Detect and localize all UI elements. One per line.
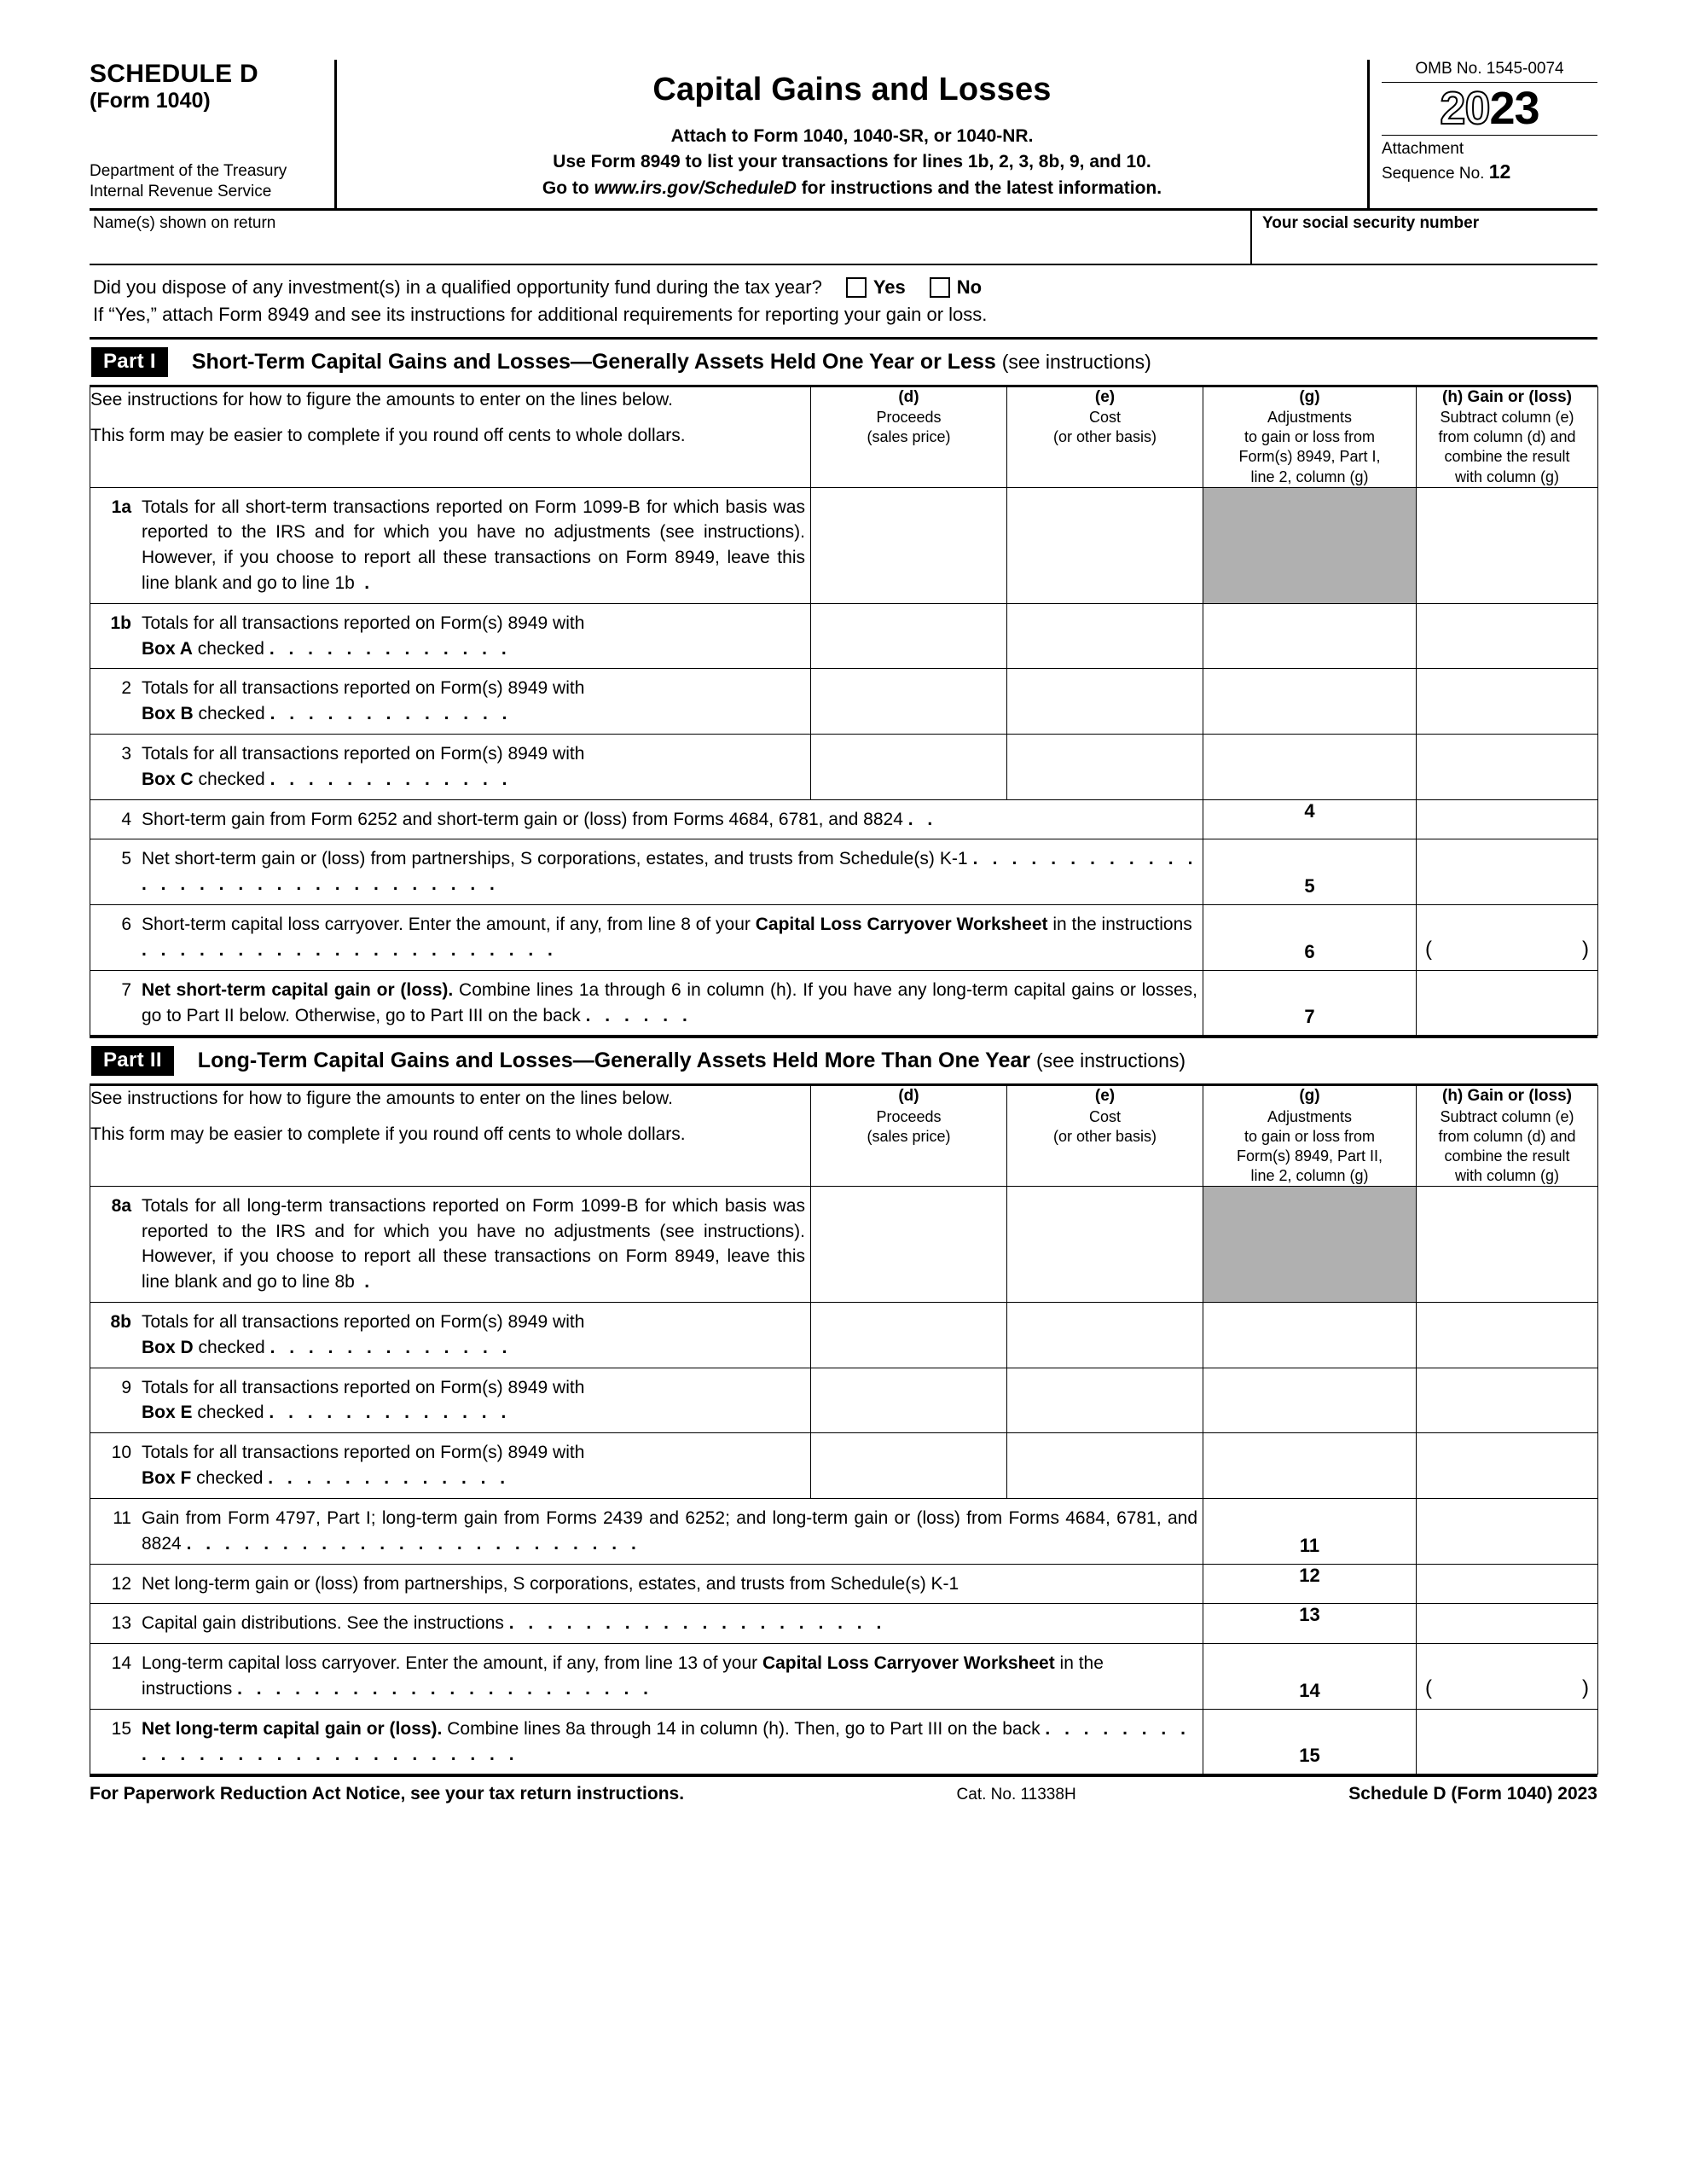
line-10-col-g[interactable]: [1203, 1433, 1417, 1499]
part-2-tag: Part II: [91, 1046, 174, 1076]
line-14-parens: ( ): [1425, 1676, 1589, 1700]
line-5-desc: [90, 839, 1203, 905]
line-15-amount[interactable]: [1417, 1709, 1598, 1774]
part-1-title-note: (see instructions): [1001, 351, 1151, 374]
line-10-dots: . . . . . . . . . . . . .: [268, 1468, 510, 1489]
part-1-instructions-cell: [90, 387, 811, 487]
part-2-instruction-2: This form may be easier to complete if you round off cents to whole dollars.: [90, 1124, 686, 1145]
table-row: [90, 1433, 1598, 1499]
line-2-col-g[interactable]: [1203, 669, 1417, 735]
col-e-letter: (e): [1094, 388, 1116, 407]
line-2-desc: [90, 669, 811, 735]
col-h-line2: from column (d) and: [1438, 428, 1576, 446]
line-15-box-number: 15: [1203, 1709, 1417, 1774]
line-4-desc: [90, 799, 1203, 839]
part-1-title-text: Short-Term Capital Gains and Losses—Generally Assets Held One Year or Less: [191, 350, 996, 375]
line-7-box-number: 7: [1203, 970, 1417, 1036]
line-7-number: 7: [121, 979, 131, 1000]
line-3-box-label: Box C: [142, 769, 194, 789]
line-8a-text-body: Totals for all long-term transactions reported on Form 1099-B for which basis was reported to the IRS and for which you have no adjustments (see instructions). However, if you choose to report all these transactions on Form 8949, leave this line blank and go to line 8b: [142, 1195, 805, 1292]
col-e-line1: Cost: [1088, 409, 1121, 427]
line-5-number: 5: [121, 849, 131, 869]
col-g-letter: (g): [1299, 388, 1320, 407]
line-8a-desc: [90, 1186, 811, 1302]
line-12-text-body: Net long-term gain or (loss) from partnerships, S corporations, estates, and trusts from Schedule(s) K-1: [142, 1573, 959, 1594]
table-row: [90, 1644, 1598, 1710]
line-1b-dots: . . . . . . . . . . . . .: [269, 638, 512, 659]
line-1a-text-body: Totals for all short-term transactions reported on Form 1099-B for which basis was reported to the IRS and for which you have no adjustments (see instructions). However, if you choose to report all these transactions on Form 8949, leave this line blank and go to line 1b: [142, 497, 805, 593]
line-9-col-g[interactable]: [1203, 1368, 1417, 1433]
part-1-bar: [90, 340, 1597, 386]
sequence-label: Sequence No.: [1382, 165, 1489, 183]
col-e-line2: (or other basis): [1052, 428, 1157, 446]
table-row: [90, 669, 1598, 735]
part-2-table: [90, 1085, 1598, 1774]
line-10-number: 10: [111, 1443, 131, 1463]
ssn-label: Your social security number: [1262, 214, 1480, 233]
part-1-instruction-1: See instructions for how to figure the amounts to enter on the lines below.: [90, 390, 673, 410]
line-3-desc: [90, 735, 811, 800]
col-h-letter: (h) Gain or (loss): [1442, 388, 1572, 407]
part-2-col-h-header: [1417, 1086, 1598, 1186]
line-6-number: 6: [121, 915, 131, 935]
tax-year-prefix: 20: [1440, 83, 1490, 134]
qof-question-row: [93, 274, 1597, 301]
part-2-instruction-1: See instructions for how to figure the amounts to enter on the lines below.: [90, 1089, 673, 1109]
col-g-line1: Adjustments: [1267, 409, 1353, 427]
line-11-number: 11: [113, 1507, 131, 1528]
table-row: [90, 1303, 1598, 1368]
line-1a-text: [142, 495, 805, 596]
line-5-text: [142, 846, 1197, 897]
line-7-amount[interactable]: [1417, 970, 1598, 1036]
line-9-text-body: Totals for all transactions reported on Form(s) 8949 with: [142, 1377, 585, 1397]
line-3-col-d[interactable]: [811, 735, 1007, 800]
line-13-amount[interactable]: [1417, 1604, 1598, 1644]
line-1b-box-label: Box A: [142, 638, 193, 659]
tax-year-suffix: 23: [1489, 83, 1539, 134]
col-g-line2-2: to gain or loss from: [1244, 1127, 1376, 1145]
part-1-column-header-row: [90, 387, 1598, 487]
line-15-desc: [90, 1709, 1203, 1774]
line-1a-dots: .: [354, 572, 374, 593]
line-3-number: 3: [121, 744, 131, 764]
line-2-checked: checked: [193, 704, 265, 724]
col-h-line1: Subtract column (e): [1440, 409, 1574, 427]
line-14-text: [142, 1651, 1197, 1702]
col-g-line4: line 2, column (g): [1250, 468, 1369, 485]
line-4-amount[interactable]: [1417, 799, 1598, 839]
qof-note: If “Yes,” attach Form 8949 and see its instructions for additional requirements for reporting your gain or loss.: [93, 304, 988, 326]
line-9-checked: checked: [192, 1403, 264, 1423]
line-4-text: [142, 807, 1197, 833]
tax-year: [1382, 83, 1597, 135]
part-2-col-e-header: [1007, 1086, 1203, 1186]
table-row: [90, 839, 1598, 905]
table-row: [90, 905, 1598, 971]
omb-number: OMB No. 1545-0074: [1382, 60, 1597, 83]
line-4-text-body: Short-term gain from Form 6252 and short-term gain or (loss) from Forms 4684, 6781, and 8824: [142, 809, 903, 829]
line-1b-checked: checked: [192, 638, 264, 659]
line-11-text-body: Gain from Form 4797, Part I; long-term gain from Forms 2439 and 6252; and long-term gain or (loss) from Forms 4684, 6781, and 8824: [142, 1507, 1197, 1554]
table-row: [90, 487, 1598, 603]
line-9-col-d[interactable]: [811, 1368, 1007, 1433]
table-row: [90, 1498, 1598, 1564]
line-1b-text: [142, 611, 805, 662]
line-15-text-body: Combine lines 8a through 14 in column (h). Then, go to Part III on the back: [442, 1718, 1041, 1739]
department-block: [90, 161, 326, 202]
line-11-dots: . . . . . . . . . . . . . . . . . . . . . . . .: [186, 1533, 641, 1554]
part-1-tag: Part I: [91, 347, 168, 377]
line-1a-col-h[interactable]: [1417, 487, 1598, 603]
line-1a-col-g-shaded: [1203, 487, 1417, 603]
form-footer-id: Schedule D (Form 1040) 2023: [1348, 1784, 1597, 1804]
table-row: [90, 1368, 1598, 1433]
line-8b-box-label: Box D: [142, 1337, 194, 1357]
line-10-box-label: Box F: [142, 1468, 192, 1489]
page-title: Capital Gains and Losses: [652, 72, 1052, 107]
qof-yes-label: Yes: [872, 276, 906, 299]
qof-no-checkbox[interactable]: [930, 277, 950, 298]
part-2-col-g-header: [1203, 1086, 1417, 1186]
line-1b-col-g[interactable]: [1203, 603, 1417, 669]
line-8b-text-body: Totals for all transactions reported on Form(s) 8949 with: [142, 1312, 585, 1333]
name-label: Name(s) shown on return: [93, 214, 276, 233]
line-11-desc: [90, 1498, 1203, 1564]
col-h-letter-2: (h) Gain or (loss): [1442, 1087, 1572, 1106]
line-11-box-number: 11: [1203, 1498, 1417, 1564]
line-2-col-h[interactable]: [1417, 669, 1598, 735]
line-13-text-body: Capital gain distributions. See the instructions: [142, 1613, 504, 1634]
department-line-1: Department of the Treasury: [90, 161, 287, 180]
part-2-column-header-row: [90, 1086, 1598, 1186]
line-10-col-e[interactable]: [1007, 1433, 1203, 1499]
line-10-col-h[interactable]: [1417, 1433, 1598, 1499]
line-7-text-body: Combine lines 1a through 6 in column (h). If you have any long-term capital gains or losses, go to Part II below. Otherwise, go to Part III on the back: [142, 979, 1198, 1025]
line-8b-col-h[interactable]: [1417, 1303, 1598, 1368]
line-6-dots: . . . . . . . . . . . . . . . . . . . . . .: [142, 939, 558, 960]
part-1-col-e-header: [1007, 387, 1203, 487]
part-1-table: [90, 386, 1598, 1036]
line-2-box-label: Box B: [142, 704, 194, 724]
line-2-dots: . . . . . . . . . . . . .: [270, 704, 512, 724]
line-11-text: [142, 1506, 1197, 1557]
col-e-line2-2: (or other basis): [1052, 1127, 1157, 1145]
col-g-line3-2: Form(s) 8949, Part II,: [1236, 1147, 1383, 1165]
line-13-number: 13: [111, 1613, 131, 1634]
line-7-dots: . . . . . .: [585, 1005, 693, 1025]
goto-suffix: for instructions and the latest information.: [796, 177, 1162, 198]
sequence-number: 12: [1488, 160, 1511, 183]
line-3-col-g[interactable]: [1203, 735, 1417, 800]
line-15-number: 15: [111, 1718, 131, 1739]
line-10-desc: [90, 1433, 811, 1499]
line-10-col-d[interactable]: [811, 1433, 1007, 1499]
line-5-dots: . . . . . . . . . . . . . . . . . . . . . . . . . . . . . . .: [142, 849, 1197, 895]
col-h-line2-2: from column (d) and: [1438, 1127, 1576, 1145]
line-12-amount[interactable]: [1417, 1564, 1598, 1604]
col-d-line1: Proceeds: [876, 409, 942, 427]
line-15-dots: . . . . . . . . . . . . . . . . . . . . . . . . . . . .: [142, 1718, 1191, 1764]
line-5-box-number: 5: [1203, 839, 1417, 905]
col-d-letter-2: (d): [898, 1087, 919, 1106]
qof-question-text: Did you dispose of any investment(s) in a qualified opportunity fund during the tax year?: [93, 276, 822, 299]
line-9-col-h[interactable]: [1417, 1368, 1598, 1433]
line-8a-text: [142, 1194, 805, 1295]
col-d-line2-2: (sales price): [867, 1127, 951, 1145]
line-3-checked: checked: [193, 769, 265, 789]
catalog-number: Cat. No. 11338H: [956, 1786, 1076, 1804]
goto-url-line: [347, 176, 1357, 201]
line-1b-col-h[interactable]: [1417, 603, 1598, 669]
col-h-line3: combine the result: [1444, 448, 1570, 466]
paperwork-notice: For Paperwork Reduction Act Notice, see your tax return instructions.: [90, 1784, 685, 1804]
part-2-bar: [90, 1036, 1597, 1085]
line-8a-col-h[interactable]: [1417, 1186, 1598, 1302]
line-3-col-h[interactable]: [1417, 735, 1598, 800]
line-1a-desc: [90, 487, 811, 603]
line-3-text-body: Totals for all transactions reported on Form(s) 8949 with: [142, 744, 585, 764]
qof-yes-checkbox[interactable]: [846, 277, 867, 298]
line-8b-text: [142, 1310, 805, 1361]
col-g-letter-2: (g): [1299, 1087, 1320, 1106]
line-3-dots: . . . . . . . . . . . . .: [270, 769, 512, 789]
line-10-text: [142, 1440, 805, 1491]
line-9-number: 9: [121, 1377, 131, 1397]
line-9-dots: . . . . . . . . . . . . .: [269, 1403, 511, 1423]
col-d-line2: (sales price): [867, 428, 951, 446]
ssn-field[interactable]: [1252, 211, 1597, 264]
line-4-box-number: 4: [1203, 799, 1417, 839]
header-left-block: [90, 60, 337, 208]
qof-question-block: [90, 265, 1597, 340]
line-2-col-e[interactable]: [1007, 669, 1203, 735]
line-1b-text-body: Totals for all transactions reported on Form(s) 8949 with: [142, 613, 585, 633]
part-1-col-h-header: [1417, 387, 1598, 487]
line-8b-number: 8b: [110, 1312, 131, 1333]
part-2-instructions-cell: [90, 1086, 811, 1186]
line-6-worksheet-name: Capital Loss Carryover Worksheet: [755, 915, 1048, 935]
part-2-col-d-header: [811, 1086, 1007, 1186]
line-8a-number: 8a: [111, 1195, 131, 1216]
line-13-desc: [90, 1604, 1203, 1644]
line-13-text: [142, 1611, 1197, 1636]
table-row: [90, 603, 1598, 669]
part-2-title-note: (see instructions): [1035, 1049, 1186, 1072]
line-8b-col-e[interactable]: [1007, 1303, 1203, 1368]
header-center-block: [337, 60, 1367, 208]
line-12-number: 12: [111, 1573, 131, 1594]
line-5-text-body: Net short-term gain or (loss) from partnerships, S corporations, estates, and trusts from Schedule(s) K-1: [142, 849, 968, 869]
line-6-text-body: Short-term capital loss carryover. Enter the amount, if any, from line 8 of your: [142, 915, 756, 935]
line-8b-dots: . . . . . . . . . . . . .: [270, 1337, 512, 1357]
line-6-amount[interactable]: [1417, 905, 1598, 971]
line-3-col-e[interactable]: [1007, 735, 1203, 800]
line-11-amount[interactable]: [1417, 1498, 1598, 1564]
line-3-text: [142, 741, 805, 793]
line-6-desc: [90, 905, 1203, 971]
part-2-title: [198, 1048, 1186, 1073]
line-8a-dots: .: [354, 1272, 374, 1292]
line-13-box-number: 13: [1203, 1604, 1417, 1644]
schedule-title: SCHEDULE D: [90, 60, 259, 88]
line-8a-col-d[interactable]: [811, 1186, 1007, 1302]
part-1-instruction-2: This form may be easier to complete if you round off cents to whole dollars.: [90, 425, 686, 445]
name-field[interactable]: [90, 211, 1252, 264]
line-15-lead: Net long-term capital gain or (loss).: [142, 1718, 443, 1739]
part-1-col-g-header: [1203, 387, 1417, 487]
line-2-text: [142, 676, 805, 727]
line-2-number: 2: [121, 678, 131, 699]
attach-to-line: Attach to Form 1040, 1040-SR, or 1040-NR.: [670, 126, 1034, 146]
line-1b-col-e[interactable]: [1007, 603, 1203, 669]
line-6-text: [142, 912, 1197, 963]
line-1b-number: 1b: [110, 613, 131, 633]
line-1a-number: 1a: [111, 497, 131, 517]
attachment-sequence: [1382, 135, 1597, 186]
line-8b-col-g[interactable]: [1203, 1303, 1417, 1368]
line-8b-col-d[interactable]: [811, 1303, 1007, 1368]
line-6-parens: ( ): [1425, 938, 1589, 961]
table-row: [90, 1186, 1598, 1302]
col-d-line1-2: Proceeds: [876, 1107, 942, 1125]
col-g-line3: Form(s) 8949, Part I,: [1238, 448, 1381, 466]
col-h-line4: with column (g): [1454, 468, 1560, 485]
line-9-desc: [90, 1368, 811, 1433]
col-h-line1-2: Subtract column (e): [1440, 1107, 1574, 1125]
table-row: [90, 1564, 1598, 1604]
line-7-lead: Net short-term capital gain or (loss).: [142, 979, 454, 1000]
col-e-letter-2: (e): [1094, 1087, 1116, 1106]
line-10-text-body: Totals for all transactions reported on Form(s) 8949 with: [142, 1443, 585, 1463]
line-7-text: [142, 978, 1197, 1029]
line-2-text-body: Totals for all transactions reported on Form(s) 8949 with: [142, 678, 585, 699]
line-1b-desc: [90, 603, 811, 669]
table-row: [90, 735, 1598, 800]
line-9-text: [142, 1375, 805, 1426]
goto-prefix: Go to: [542, 177, 594, 198]
line-14-desc: [90, 1644, 1203, 1710]
line-1a-col-d[interactable]: [811, 487, 1007, 603]
line-14-box-number: 14: [1203, 1644, 1417, 1710]
name-ssn-row: [90, 211, 1597, 265]
col-h-line4-2: with column (g): [1454, 1166, 1560, 1184]
line-1a-col-e[interactable]: [1007, 487, 1203, 603]
part-1-title: [192, 350, 1151, 375]
schedule-form-number: (Form 1040): [90, 88, 211, 113]
col-d-letter: (d): [898, 388, 919, 407]
line-6-text-tail: in the instructions: [1047, 915, 1192, 935]
line-8a-col-g-shaded: [1203, 1186, 1417, 1302]
line-7-desc: [90, 970, 1203, 1036]
line-6-box-number: 6: [1203, 905, 1417, 971]
line-9-box-label: Box E: [142, 1403, 193, 1423]
qof-no-label: No: [956, 276, 983, 299]
table-row: [90, 1709, 1598, 1774]
line-14-worksheet-name: Capital Loss Carryover Worksheet: [762, 1653, 1055, 1674]
attachment-label: Attachment: [1382, 139, 1464, 158]
part-1-col-d-header: [811, 387, 1007, 487]
line-5-amount[interactable]: [1417, 839, 1598, 905]
line-13-dots: . . . . . . . . . . . . . . . . . . . .: [508, 1613, 886, 1634]
line-4-dots: . .: [907, 809, 937, 829]
irs-url[interactable]: www.irs.gov/ScheduleD: [594, 177, 797, 198]
col-g-line1-2: Adjustments: [1267, 1107, 1353, 1125]
line-2-col-d[interactable]: [811, 669, 1007, 735]
line-8b-desc: [90, 1303, 811, 1368]
table-row: [90, 1604, 1598, 1644]
table-row: [90, 970, 1598, 1036]
table-row: [90, 799, 1598, 839]
col-h-line3-2: combine the result: [1444, 1147, 1570, 1165]
line-14-text-tail: in the instructions: [142, 1653, 1104, 1699]
line-14-amount[interactable]: [1417, 1644, 1598, 1710]
col-g-line2: to gain or loss from: [1244, 428, 1376, 446]
line-1b-col-d[interactable]: [811, 603, 1007, 669]
line-12-box-number: 12: [1203, 1564, 1417, 1604]
col-g-line4-2: line 2, column (g): [1250, 1166, 1369, 1184]
line-14-dots: . . . . . . . . . . . . . . . . . . . . . .: [237, 1678, 653, 1699]
department-line-2: Internal Revenue Service: [90, 182, 272, 200]
line-9-col-e[interactable]: [1007, 1368, 1203, 1433]
line-15-text: [142, 1716, 1197, 1768]
form-header: [90, 60, 1597, 211]
line-12-desc: [90, 1564, 1203, 1604]
line-8b-checked: checked: [193, 1337, 265, 1357]
form-footer: [90, 1774, 1597, 1804]
use-8949-line: Use Form 8949 to list your transactions for lines 1b, 2, 3, 8b, 9, and 10.: [553, 152, 1151, 172]
line-14-number: 14: [111, 1653, 131, 1674]
line-10-checked: checked: [191, 1468, 264, 1489]
part-2-title-text: Long-Term Capital Gains and Losses—Generally Assets Held More Than One Year: [197, 1048, 1031, 1073]
line-12-text: [142, 1571, 1197, 1597]
header-right-block: [1367, 60, 1597, 208]
col-e-line1-2: Cost: [1088, 1107, 1121, 1125]
line-8a-col-e[interactable]: [1007, 1186, 1203, 1302]
line-4-number: 4: [121, 809, 131, 829]
line-14-text-body: Long-term capital loss carryover. Enter the amount, if any, from line 13 of your: [142, 1653, 762, 1674]
